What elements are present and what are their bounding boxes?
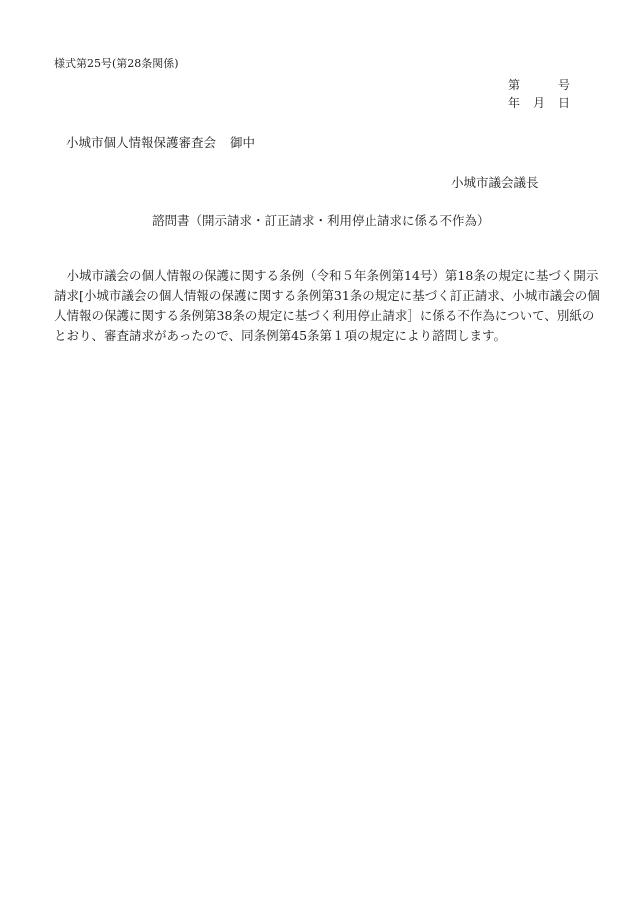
addressee-name: 小城市個人情報保護審査会 bbox=[66, 135, 217, 150]
addressee bbox=[66, 133, 255, 151]
document-date bbox=[508, 96, 570, 110]
document-title: 諮問書（開示請求・訂正請求・利用停止請求に係る不作為） bbox=[152, 213, 490, 228]
document-number-prefix: 第 bbox=[508, 78, 521, 92]
form-number: 様式第25号(第28条関係) bbox=[54, 57, 179, 70]
body-line: とおり、審査請求があったので、同条例第45条第１項の規定により諮問します。 bbox=[54, 328, 507, 343]
body-line: 人情報の保護に関する条例第38条の規定に基づく利用停止請求］に係る不作為について、別紙の bbox=[54, 308, 595, 323]
document-number-suffix: 号 bbox=[557, 78, 570, 92]
date-day: 日 bbox=[557, 96, 570, 110]
body-line: 小城市議会の個人情報の保護に関する条例（令和５年条例第14号）第18条の規定に基づく開示 bbox=[54, 268, 599, 283]
body-line: 請求[小城市議会の個人情報の保護に関する条例第31条の規定に基づく訂正請求、小城市議会の個 bbox=[54, 288, 600, 303]
date-month: 月 bbox=[532, 96, 545, 110]
document-number bbox=[508, 75, 570, 96]
date-year: 年 bbox=[508, 96, 521, 110]
body-text bbox=[54, 266, 600, 346]
addressee-honorific: 御中 bbox=[230, 135, 256, 150]
sender: 小城市議会議長 bbox=[451, 175, 539, 190]
